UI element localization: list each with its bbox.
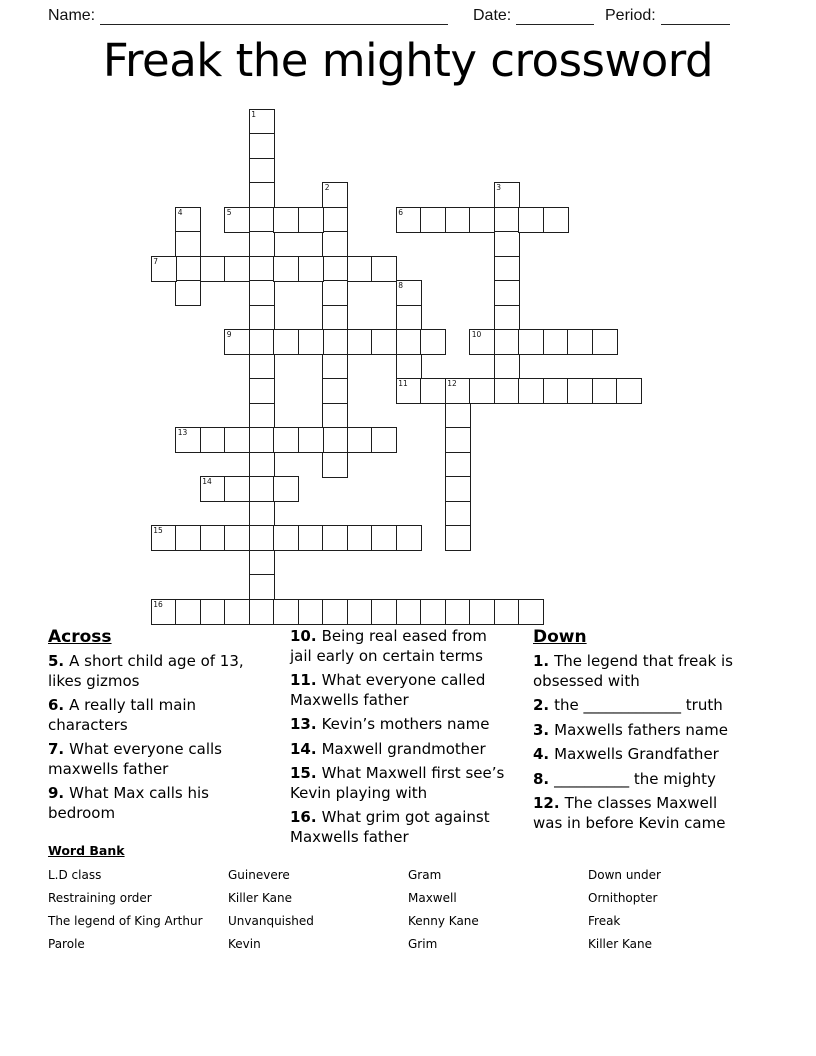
grid-cell[interactable] [469, 599, 495, 625]
grid-cell[interactable] [249, 354, 275, 380]
grid-cell[interactable] [249, 133, 275, 159]
grid-cell[interactable] [175, 427, 201, 453]
clue-number: 11. [290, 671, 317, 689]
grid-cell[interactable] [249, 109, 275, 135]
grid-cell[interactable] [322, 231, 348, 257]
grid-cell[interactable] [322, 599, 348, 625]
clue-text: Maxwells Grandfather [554, 745, 719, 763]
grid-cell[interactable] [224, 329, 250, 355]
word-bank-item: Parole [48, 937, 85, 951]
clue-number: 9. [48, 784, 65, 802]
clue-number: 7. [48, 740, 65, 758]
word-bank-item: Restraining order [48, 891, 152, 905]
grid-cell[interactable] [200, 525, 226, 551]
clue-text: What grim got against Maxwells father [290, 808, 490, 846]
grid-cell[interactable] [469, 207, 495, 233]
clue-text: What Max calls his bedroom [48, 784, 209, 822]
clue-text: The legend that freak is obsessed with [533, 652, 733, 690]
grid-cell[interactable] [175, 280, 201, 306]
clue-across-15 [290, 764, 506, 803]
grid-cell[interactable] [322, 280, 348, 306]
grid-cell[interactable] [396, 525, 422, 551]
grid-cell[interactable] [347, 599, 373, 625]
word-bank-item: Gram [408, 868, 442, 882]
word-bank-item: Maxwell [408, 891, 457, 905]
grid-cell[interactable] [224, 599, 250, 625]
grid-cell[interactable] [592, 329, 618, 355]
word-bank-column [48, 864, 203, 956]
clue-across-11 [290, 671, 506, 710]
grid-cell[interactable] [518, 599, 544, 625]
clue-text: What Maxwell first see’s Kevin playing with [290, 764, 505, 802]
grid-cell[interactable] [494, 599, 520, 625]
clue-number: 16. [290, 808, 317, 826]
grid-cell[interactable] [249, 231, 275, 257]
grid-cell[interactable] [224, 207, 250, 233]
grid-cell[interactable] [543, 378, 569, 404]
cell-number: 13 [177, 428, 188, 438]
clue-number: 6. [48, 696, 65, 714]
grid-cell[interactable] [494, 280, 520, 306]
grid-cell[interactable] [592, 378, 618, 404]
grid-cell[interactable] [396, 305, 422, 331]
word-bank-item: The legend of King Arthur [48, 914, 203, 928]
grid-cell[interactable] [175, 231, 201, 257]
clue-down-1 [533, 652, 745, 691]
grid-cell[interactable] [249, 378, 275, 404]
clue-down-4 [533, 745, 745, 765]
clue-number: 14. [290, 739, 317, 758]
grid-cell[interactable] [249, 452, 275, 478]
grid-cell[interactable] [322, 427, 348, 453]
cell-number: 9 [226, 330, 232, 340]
grid-cell[interactable] [200, 427, 226, 453]
clue-number: 2. [533, 696, 550, 714]
word-bank-item: Grim [408, 937, 438, 951]
clue-number: 3. [533, 720, 550, 739]
grid-cell[interactable] [445, 476, 471, 502]
grid-cell[interactable] [396, 378, 422, 404]
word-bank-column [588, 864, 661, 956]
clue-text: What everyone calls maxwells father [48, 740, 222, 778]
clue-text: The classes Maxwell was in before Kevin came [533, 794, 726, 832]
grid-cell[interactable] [445, 599, 471, 625]
grid-cell[interactable] [273, 525, 299, 551]
grid-cell[interactable] [175, 256, 201, 282]
grid-cell[interactable] [494, 207, 520, 233]
grid-cell[interactable] [224, 427, 250, 453]
grid-cell[interactable] [469, 378, 495, 404]
grid-cell[interactable] [322, 354, 348, 380]
grid-cell[interactable] [322, 378, 348, 404]
cell-number: 5 [226, 207, 232, 217]
grid-cell[interactable] [273, 256, 299, 282]
clue-number: 15. [290, 764, 317, 782]
clue-across-10 [290, 627, 506, 666]
across-clues-column-2 [290, 627, 506, 852]
clue-number: 10. [290, 627, 317, 645]
grid-cell[interactable] [249, 427, 275, 453]
clue-across-5 [48, 652, 246, 691]
grid-cell[interactable] [322, 256, 348, 282]
grid-cell[interactable] [347, 256, 373, 282]
clue-number: 13. [290, 715, 317, 733]
clue-text: A really tall main characters [48, 696, 197, 734]
grid-cell[interactable] [322, 403, 348, 429]
clue-number: 12. [533, 794, 560, 812]
grid-cell[interactable] [371, 427, 397, 453]
clue-text: A short child age of 13, likes gizmos [48, 652, 244, 690]
cell-number: 11 [398, 379, 408, 389]
across-heading: Across [48, 627, 112, 647]
grid-cell[interactable] [249, 182, 275, 208]
grid-cell[interactable] [494, 305, 520, 331]
clue-down-3 [533, 721, 745, 741]
grid-cell[interactable] [224, 525, 250, 551]
grid-cell[interactable] [298, 525, 324, 551]
grid-cell[interactable] [322, 329, 348, 355]
grid-cell[interactable] [445, 501, 471, 527]
word-bank-item: Guinevere [228, 868, 290, 882]
grid-cell[interactable] [396, 354, 422, 380]
grid-cell[interactable] [445, 525, 471, 551]
grid-cell[interactable] [322, 452, 348, 478]
word-bank-item: Kevin [228, 937, 261, 951]
grid-cell[interactable] [371, 599, 397, 625]
page-title: Freak the mighty crossword [102, 34, 714, 87]
grid-cell[interactable] [445, 427, 471, 453]
grid-cell[interactable] [445, 207, 471, 233]
grid-cell[interactable] [273, 476, 299, 502]
grid-cell[interactable] [494, 354, 520, 380]
grid-cell[interactable] [249, 207, 275, 233]
grid-cell[interactable] [224, 256, 250, 282]
grid-cell[interactable] [249, 403, 275, 429]
grid-cell[interactable] [543, 329, 569, 355]
grid-cell[interactable] [371, 525, 397, 551]
word-bank-item: Killer Kane [228, 891, 293, 905]
grid-cell[interactable] [567, 378, 593, 404]
grid-cell[interactable] [420, 599, 446, 625]
cell-number: 1 [251, 109, 257, 119]
grid-cell[interactable] [396, 207, 422, 233]
grid-cell[interactable] [298, 427, 324, 453]
grid-cell[interactable] [273, 599, 299, 625]
grid-cell[interactable] [494, 329, 520, 355]
grid-cell[interactable] [249, 256, 275, 282]
grid-cell[interactable] [322, 207, 348, 233]
grid-cell[interactable] [322, 182, 348, 208]
clue-text: Being real eased from jail early on certain terms [290, 627, 487, 665]
down-clues-column [533, 627, 745, 838]
grid-cell[interactable] [151, 256, 177, 282]
clue-number: 4. [533, 745, 550, 763]
cell-number: 8 [398, 281, 404, 291]
grid-cell[interactable] [445, 403, 471, 429]
cell-number: 4 [177, 207, 183, 217]
grid-cell[interactable] [347, 427, 373, 453]
grid-cell[interactable] [200, 599, 226, 625]
word-bank-item: Killer Kane [588, 937, 653, 951]
grid-cell[interactable] [445, 378, 471, 404]
grid-cell[interactable] [396, 280, 422, 306]
clue-across-9 [48, 784, 246, 823]
down-heading: Down [533, 627, 587, 647]
clue-down-12 [533, 794, 745, 833]
grid-cell[interactable] [175, 525, 201, 551]
grid-cell[interactable] [249, 329, 275, 355]
clue-text: the _____________ truth [554, 696, 723, 714]
grid-cell[interactable] [273, 207, 299, 233]
grid-cell[interactable] [175, 599, 201, 625]
clue-across-7 [48, 740, 246, 779]
grid-cell[interactable] [371, 256, 397, 282]
grid-cell[interactable] [249, 305, 275, 331]
cell-number: 15 [153, 526, 163, 536]
cell-number: 3 [496, 183, 502, 193]
clue-down-2 [533, 696, 745, 716]
clue-down-8 [533, 770, 745, 790]
grid-cell[interactable] [396, 599, 422, 625]
word-bank-column [408, 864, 479, 956]
grid-cell[interactable] [396, 329, 422, 355]
word-bank-item: Freak [588, 914, 621, 928]
grid-cell[interactable] [298, 599, 324, 625]
grid-cell[interactable] [420, 207, 446, 233]
word-bank-item: Unvanquished [228, 914, 314, 928]
grid-cell[interactable] [273, 329, 299, 355]
grid-cell[interactable] [616, 378, 642, 404]
grid-cell[interactable] [494, 256, 520, 282]
grid-cell[interactable] [518, 207, 544, 233]
name-label: Name: [48, 7, 96, 24]
clue-text: Kevin’s mothers name [321, 715, 490, 733]
word-bank-item: Kenny Kane [408, 914, 479, 928]
clue-across-6 [48, 696, 246, 735]
grid-cell[interactable] [249, 280, 275, 306]
cell-number: 6 [398, 207, 404, 217]
grid-cell[interactable] [469, 329, 495, 355]
grid-cell[interactable] [567, 329, 593, 355]
clue-text: Maxwells fathers name [554, 720, 728, 739]
grid-cell[interactable] [249, 525, 275, 551]
grid-cell[interactable] [322, 525, 348, 551]
date-label: Date: [473, 7, 512, 24]
grid-cell[interactable] [298, 256, 324, 282]
period-label: Period: [605, 7, 656, 24]
grid-cell[interactable] [347, 525, 373, 551]
cell-number: 12 [447, 379, 457, 389]
clue-text: __________ the mighty [554, 769, 716, 788]
grid-cell[interactable] [175, 207, 201, 233]
grid-cell[interactable] [151, 525, 177, 551]
grid-cell[interactable] [151, 599, 177, 625]
grid-cell[interactable] [371, 329, 397, 355]
grid-cell[interactable] [518, 378, 544, 404]
grid-cell[interactable] [200, 256, 226, 282]
word-bank-column [228, 864, 314, 956]
grid-cell[interactable] [420, 329, 446, 355]
clue-number: 8. [533, 769, 550, 788]
clue-text: Maxwell grandmother [321, 739, 486, 758]
grid-cell[interactable] [249, 599, 275, 625]
grid-cell[interactable] [200, 476, 226, 502]
clue-text: What everyone called Maxwells father [290, 671, 486, 709]
clue-across-14 [290, 740, 506, 760]
grid-cell[interactable] [224, 476, 250, 502]
grid-cell[interactable] [445, 452, 471, 478]
grid-cell[interactable] [249, 574, 275, 600]
cell-number: 10 [471, 330, 482, 340]
grid-cell[interactable] [347, 329, 373, 355]
cell-number: 14 [202, 477, 212, 487]
grid-cell[interactable] [249, 550, 275, 576]
grid-cell[interactable] [298, 207, 324, 233]
grid-cell[interactable] [249, 158, 275, 184]
word-bank-section [48, 843, 788, 951]
grid-cell[interactable] [249, 501, 275, 527]
grid-cell[interactable] [420, 378, 446, 404]
grid-cell[interactable] [494, 231, 520, 257]
grid-cell[interactable] [543, 207, 569, 233]
grid-cell[interactable] [494, 182, 520, 208]
clue-number: 5. [48, 652, 65, 670]
clue-across-13 [290, 715, 506, 735]
cell-number: 7 [153, 256, 159, 266]
grid-cell[interactable] [298, 329, 324, 355]
across-clues-column [48, 627, 246, 828]
word-bank-item: Down under [588, 868, 661, 882]
clue-number: 1. [533, 652, 550, 670]
grid-cell[interactable] [494, 378, 520, 404]
word-bank-item: Ornithopter [588, 891, 658, 905]
word-bank-item: L.D class [48, 868, 102, 882]
cell-number: 16 [153, 599, 163, 609]
word-bank-heading: Word Bank [48, 843, 125, 858]
grid-cell[interactable] [322, 305, 348, 331]
grid-cell[interactable] [518, 329, 544, 355]
clue-across-16 [290, 808, 506, 847]
cell-number: 2 [324, 183, 330, 193]
grid-cell[interactable] [249, 476, 275, 502]
grid-cell[interactable] [273, 427, 299, 453]
